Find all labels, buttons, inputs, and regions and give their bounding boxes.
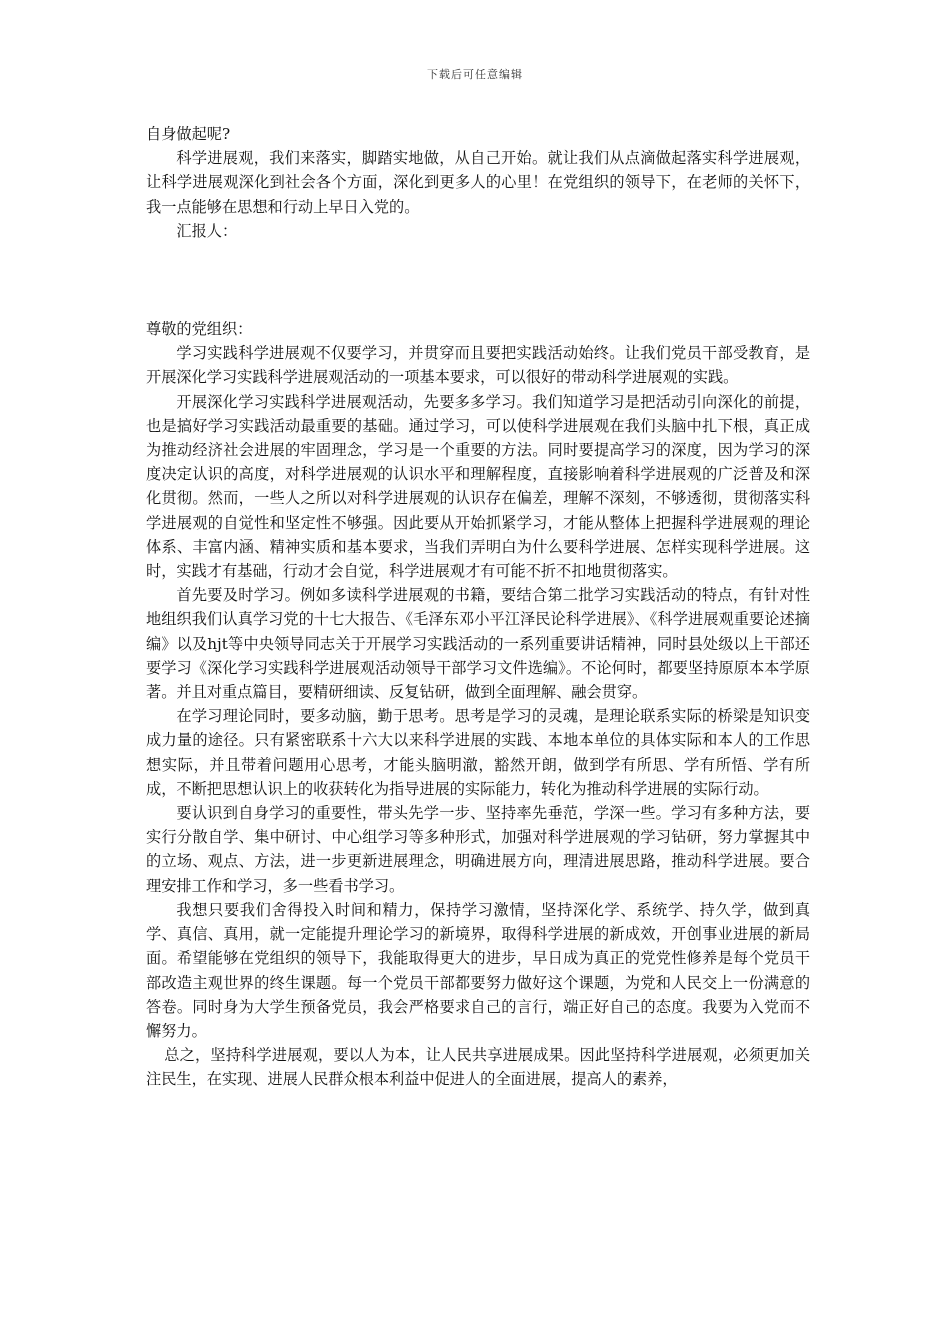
document-body — [146, 122, 810, 1092]
body-paragraph-3: 首先要及时学习。例如多读科学进展观的书籍，要结合第二批学习实践活动的特点，有针对性地组织我们认真学习党的十七大报告、《毛泽东邓小平江泽民论科学进展》、《科学进展观重要论述摘编》以及hjt等中央领导同志关于开展学习实践活动的一系列重要讲话精神，同时县处级以上干部还要学习《深化学习实践科学进展观活动领导干部学习文件选编》。不论何时，都要坚持原原本本学原著。并且对重点篇目，要精研细读、反复钻研，做到全面理解、融会贯穿。 — [146, 586, 810, 702]
closing-paragraph-section1: 科学进展观，我们来落实，脚踏实地做，从自己开始。就让我们从点滴做起落实科学进展观，让科学进展观深化到社会各个方面，深化到更多人的心里！在党组织的领导下，在老师的关怀下，我一点能够在思想和行动上早日入党的。 — [146, 149, 810, 216]
body-paragraph-6: 我想只要我们舍得投入时间和精力，保持学习激情，坚持深化学、系统学、持久学，做到真学、真信、真用，就一定能提升理论学习的新境界，取得科学进展的新成效，开创事业进展的新局面。希望能够在党组织的领导下，我能取得更大的进步，早日成为真正的党党性修养是每个党员干部改造主观世界的终生课题。每一个党员干部都要努力做好这个课题，为党和人民交上一份满意的答卷。同时身为大学生预备党员，我会严格要求自己的言行，端正好自己的态度。我要为入党而不懈努力。 — [146, 900, 810, 1040]
body-paragraph-4: 在学习理论同时，要多动脑，勤于思考。思考是学习的灵魂，是理论联系实际的桥梁是知识变成力量的途径。只有紧密联系十六大以来科学进展的实践、本地本单位的具体实际和本人的工作思想实际，并且带着问题用心思考，才能头脑明澈，豁然开朗，做到学有所思、学有所悟、学有所成，不断把思想认识上的收获转化为指导进展的实际能力，转化为推动科学进展的实际行动。 — [146, 707, 810, 798]
body-paragraph-1: 学习实践科学进展观不仅要学习，并贯穿而且要把实践活动始终。让我们党员干部受教育，是开展深化学习实践科学进展观活动的一项基本要求，可以很好的带动科学进展观的实践。 — [146, 344, 810, 387]
salutation: 尊敬的党组织： — [146, 320, 253, 339]
section-gap — [146, 243, 810, 317]
body-paragraph-closing: 总之，坚持科学进展观，要以人为本，让人民共享进展成果。因此坚持科学进展观，必须更加关注民生，在实现、进展人民群众根本利益中促进人的全面进展，提高人的素养， — [146, 1046, 810, 1089]
reporter-label: 汇报人： — [176, 221, 238, 240]
opening-line: 自身做起呢? — [146, 125, 231, 143]
body-paragraph-5: 要认识到自身学习的重要性，带头先学一步、坚持率先垂范，学深一些。学习有多种方法，要实行分散自学、集中研讨、中心组学习等多种形式，加强对科学进展观的学习钻研，努力掌握其中的立场、观点、方法，进一步更新进展理念，明确进展方向，理清进展思路，推动科学进展。要合理安排工作和学习，多一些看书学习。 — [146, 804, 810, 895]
body-paragraph-2: 开展深化学习实践科学进展观活动，先要多多学习。我们知道学习是把活动引向深化的前提，也是搞好学习实践活动最重要的基础。通过学习，可以使科学进展观在我们头脑中扎下根，真正成为推动经济社会进展的牢固理念，学习是一个重要的方法。同时要提高学习的深度，因为学习的深度决定认识的高度，对科学进展观的认识水平和理解程度，直接影响着科学进展观的广泛普及和深化贯彻。然而，一些人之所以对科学进展观的认识存在偏差，理解不深刻，不够透彻，贯彻落实科学进展观的自觉性和坚定性不够强。因此要从开始抓紧学习，才能从整体上把握科学进展观的理论体系、丰富内涵、精神实质和基本要求，当我们弄明白为什么要科学进展、怎样实现科学进展。这时，实践才有基础，行动才会自觉，科学进展观才有可能不折不扣地贯彻落实。 — [146, 392, 810, 581]
page-header-note: 下载后可任意编辑 — [427, 68, 523, 81]
